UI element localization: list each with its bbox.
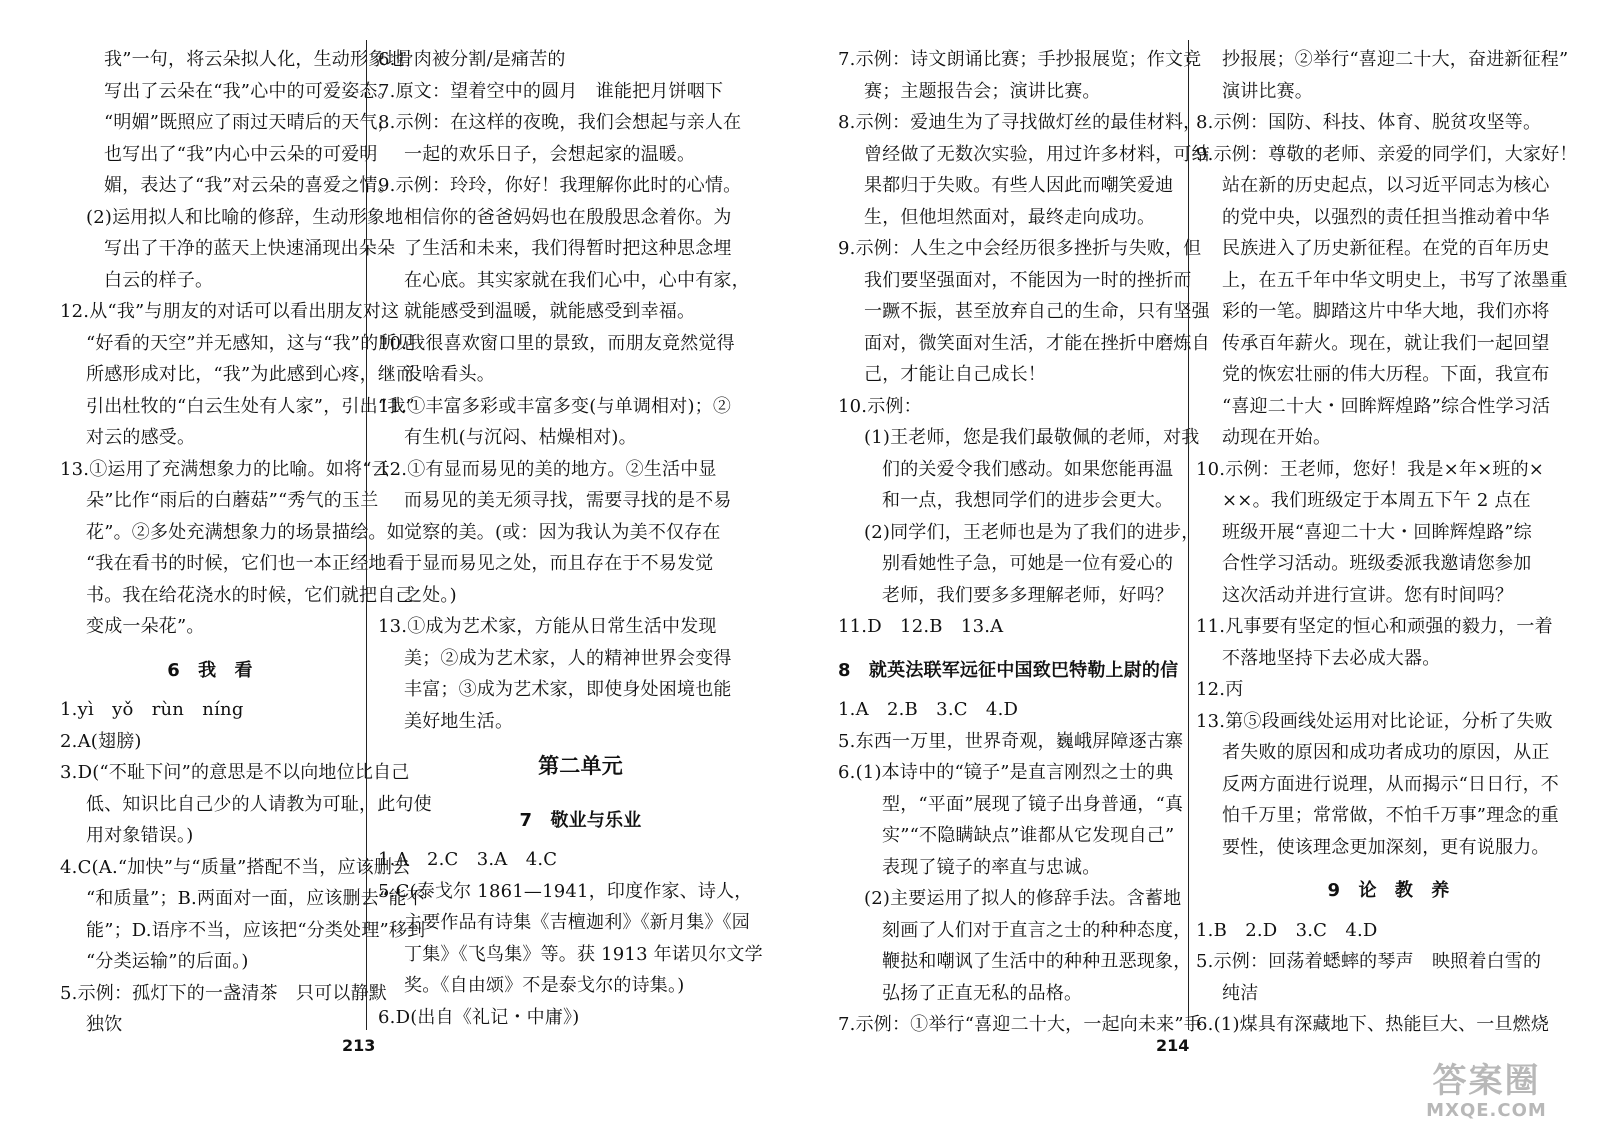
text-line: 动现在开始。 [1222,427,1332,448]
text-line: 朵”比作“雨后的白蘑菇”“秀气的玉兰 [86,490,379,511]
text-line: 赛；主题报告会；演讲比赛。 [864,80,1101,102]
text-line: 7.原文：望着空中的圆月 谁能把月饼咽下 [378,80,724,102]
text-line: 鞭挞和嘲讽了生活中的种种丑恶现象， [882,951,1192,972]
text-line: ××。我们班级定于本周五下午 2 点在 [1222,490,1531,511]
text-line: 1.A 2.B 3.C 4.D [838,699,1019,720]
text-line: 传承百年薪火。现在，就让我们一起回望 [1222,332,1550,354]
text-line: 果都归于失败。有些人因此而嘲笑爱迪 [864,175,1174,196]
text-line: 有生机(与沉闷、枯燥相对)。 [404,427,637,448]
text-line: 和一点，我想同学们的进步会更大。 [882,490,1174,511]
text-line: 班级开展“喜迎二十大・回眸辉煌路”综 [1222,521,1533,543]
text-line: 6.(1)本诗中的“镜子”是直言刚烈之士的典 [838,762,1174,783]
text-line: 者失败的原因和成功者成功的原因，从正 [1222,742,1550,763]
text-line: 我们要坚强面对，不能因为一时的挫折而 [864,269,1192,291]
text-line: 1.A 2.C 3.A 4.C [378,849,558,870]
column-rule-right [1188,40,1189,1030]
text-line: 11.①丰富多彩或丰富多变(与单调相对)；② [378,395,732,417]
text-line: 6.(1)煤具有深藏地下、热能巨大、一旦燃烧 [1196,1014,1550,1035]
text-line: 13.①运用了充满想象力的比喻。如将“云 [60,458,390,480]
text-line: 3.D(“不耻下问”的意思是不以向地位比自己 [60,762,410,783]
text-line: 演讲比赛。 [1222,80,1313,102]
text-line: 用对象错误。) [86,825,194,846]
text-line: 10.示例：王老师，您好！我是×年×班的× [1196,458,1545,480]
text-line: 就能感受到温暖，就能感受到幸福。 [404,301,696,322]
text-line: 己，才能让自己成长！ [864,364,1046,385]
text-line: 生，但他坦然面对，最终走向成功。 [864,206,1156,228]
text-line: (1)王老师，您是我们最敬佩的老师，对我 [864,427,1200,448]
text-line: 写出了干净的蓝天上快速涌现出朵朵 [104,238,396,259]
column-3 [838,44,1210,1041]
watermark-url: MXQE.COM [1426,1100,1547,1121]
text-line: 白云的样子。 [104,269,214,291]
text-line: 8.示例：在这样的夜晚，我们会想起与亲人在 [378,112,742,133]
text-line: “喜迎二十大・回眸辉煌路”综合性学习活 [1222,395,1551,417]
text-line: 于显而易见之处，而且存在于不易发觉 [404,553,714,574]
text-line: 彩的一笔。脚踏这片中华大地，我们亦将 [1222,301,1550,322]
text-line: “我在看书的时候，它们也一本正经地看 [86,553,405,574]
text-line: 在心底。其实家就在我们心中，心中有家， [404,269,750,291]
text-line: 老师，我们要多多理解老师，好吗？ [882,584,1174,606]
column-4 [1196,44,1581,1041]
text-line: 曾经做了无数次实验，用过许多材料，可结 [864,143,1210,165]
text-line: 对云的感受。 [86,427,196,448]
section-heading: 8 就英法联军远征中国致巴特勒上尉的信 [838,659,1179,681]
text-line: 引出杜牧的“白云生处有人家”，引出“我” [86,395,415,417]
text-line: 8.示例：国防、科技、体育、脱贫攻坚等。 [1196,112,1542,133]
text-line: 6.骨肉被分割/是痛苦的 [378,49,566,70]
page-number-right: 214 [1156,1036,1190,1055]
text-line: 没啥看头。 [404,364,495,385]
text-line: 也写出了“我”内心中云朵的可爱明 [104,143,378,165]
text-line: 党的恢宏壮丽的伟大历程。下面，我宣布 [1222,364,1550,385]
text-line: 抄报展；②举行“喜迎二十大，奋进新征程” [1222,49,1569,70]
text-line: 12.①有显而易见的美的地方。②生活中显 [378,458,717,480]
text-line: 美；②成为艺术家，人的精神世界会变得 [404,647,732,669]
text-line: 型，“平面”展现了镜子出身普通，“真 [882,793,1184,815]
text-line: 变成一朵花”。 [86,616,205,637]
text-line: 面对，微笑面对生活，才能在挫折中磨炼自 [864,332,1210,354]
text-line: 了生活和未来，我们得暂时把这种思念埋 [404,238,732,259]
text-line: 之处。) [404,584,457,606]
text-line: 的党中央，以强烈的责任担当推动着中华 [1222,206,1550,228]
text-line: 民族进入了历史新征程。在党的百年历史 [1222,238,1550,259]
text-line: (2)主要运用了拟人的修辞手法。含蓄地 [864,888,1182,909]
text-line: 媚，表达了“我”对云朵的喜爱之情。 [104,175,396,196]
text-line: “明媚”既照应了雨过天晴后的天气， [104,112,396,133]
column-rule-left [366,40,367,1030]
text-line: 8.示例：爱迪生为了寻找做灯丝的最佳材料， [838,112,1202,133]
section-heading: 9 论 教 养 [1327,880,1450,901]
text-line: 合性学习活动。班级委派我邀请您参加 [1222,553,1532,574]
text-line: 13.①成为艺术家，方能从日常生活中发现 [378,616,717,637]
text-line: (2)运用拟人和比喻的修辞，生动形象地 [86,206,404,228]
text-line: 2.A(翅膀) [60,730,142,752]
watermark-logo [1384,1062,1589,1124]
text-line: 12.从“我”与朋友的对话可以看出朋友对这 [60,301,400,322]
text-line: 反两方面进行说理，从而揭示“日日行，不 [1222,773,1560,795]
page-number-left: 213 [342,1036,376,1055]
text-line: 5.示例：孤灯下的一盏清茶 只可以静默 [60,982,387,1004]
text-line: 花”。②多处充满想象力的场景描绘。如 [86,521,405,543]
text-line: 上，在五千年中华文明史上，书写了浓墨重 [1222,269,1568,291]
text-line: 表现了镜子的率直与忠诚。 [882,856,1101,878]
text-line: 7.示例：诗文朗诵比赛；手抄报展览；作文竞 [838,49,1202,70]
text-line: 丁集》《飞鸟集》等。获 1913 年诺贝尔文学 [404,943,763,965]
text-line: 主要作品有诗集《吉檀迦利》《新月集》《园 [404,912,750,933]
text-line: 不落地坚持下去必成大器。 [1222,647,1441,669]
text-line: 而易见的美无须寻找，需要寻找的是不易 [404,490,732,511]
text-line: 10.我很喜欢窗口里的景致，而朋友竟然觉得 [378,332,735,354]
text-line: 13.第⑤段画线处运用对比论证，分析了失败 [1196,710,1553,732]
text-line: “分类运输”的后面。) [86,951,249,972]
text-line: 低、知识比自己少的人请教为可耻，此句使 [86,793,432,815]
text-line: 实”“不隐瞒缺点”谁都从它发现自己” [882,825,1175,846]
text-line: 写出了云朵在“我”心中的可爱姿态。 [104,80,396,102]
text-line: 9.示例：玲玲，你好！我理解你此时的心情。 [378,175,742,196]
text-line: (2)同学们，王老师也是为了我们的进步， [864,521,1200,543]
section-heading: 第二单元 [538,754,623,778]
text-line: 相信你的爸爸妈妈也在殷殷思念着你。为 [404,206,732,228]
text-line: 11.D 12.B 13.A [838,616,1004,637]
text-line: 弘扬了正直无私的品格。 [882,982,1083,1004]
column-2 [378,44,783,1033]
text-line: 刻画了人们对于直言之士的种种态度， [882,919,1192,941]
text-line: 要性，使该理念更加深刻，更有说服力。 [1222,836,1550,858]
text-line: 5.示例：回荡着蟋蟀的琴声 映照着白雪的 [1196,951,1542,972]
text-line: 我”一句，将云朵拟人化，生动形象地 [104,49,405,70]
text-line: “和质量”；B.两面对一面，应该删去“能不 [86,888,425,909]
text-line: 6.D(出自《礼记・中庸》) [378,1006,580,1028]
text-line: 9.示例：尊敬的老师、亲爱的同学们，大家好！ [1196,143,1578,165]
text-line: 怕千万里；常常做，不怕千万事”理念的重 [1222,805,1560,826]
section-heading: 7 敬业与乐业 [519,809,642,831]
text-line: 觉察的美。(或：因为我认为美不仅存在 [404,521,721,543]
text-line: 5.C(泰戈尔 1861—1941，印度作家、诗人， [378,880,753,902]
text-line: 10.示例： [838,395,922,417]
text-line: 纯洁 [1222,982,1259,1004]
text-line: 1.yì yǒ rùn níng [60,699,244,720]
text-line: 5.东西一万里，世界奇观，巍峨屏障逐古寨 [838,730,1184,752]
text-line: “好看的天空”并无感知，这与“我”的所见 [86,332,415,354]
text-line: 4.C(A.“加快”与“质量”搭配不当，应该删去 [60,856,411,878]
text-line: 一起的欢乐日子，会想起家的温暖。 [404,143,696,165]
text-line: 11.凡事要有坚定的恒心和顽强的毅力，一着 [1196,616,1553,637]
text-line: 12.丙 [1196,679,1244,700]
section-heading: 6 我 看 [167,659,253,681]
text-line: 9.示例：人生之中会经历很多挫折与失败，但 [838,238,1202,259]
text-line: 奖。《自由颂》不是泰戈尔的诗集。) [404,975,685,996]
text-line: 独饮 [86,1014,123,1035]
text-line: 书。我在给花浇水的时候，它们就把自己 [86,584,414,606]
text-line: 这次活动并进行宣讲。您有时间吗？ [1222,584,1514,606]
watermark-title: 答案圈 [1432,1061,1541,1101]
text-line: 一蹶不振，甚至放弃自己的生命，只有坚强 [864,301,1210,322]
text-line: 别看她性子急，可她是一位有爱心的 [882,553,1174,574]
text-line: 1.B 2.D 3.C 4.D [1196,919,1378,941]
text-line: 所感形成对比，“我”为此感到心疼，继而 [86,364,415,385]
text-line: 能”；D.语序不当，应该把“分类处理”移到 [86,919,426,941]
text-line: 美好地生活。 [404,710,514,732]
text-line: 7.示例：①举行“喜迎二十大，一起向未来”手 [838,1014,1202,1035]
text-line: 站在新的历史起点，以习近平同志为核心 [1222,175,1550,196]
text-line: 丰富；③成为艺术家，即使身处困境也能 [404,679,732,700]
text-line: 们的关爱令我们感动。如果您能再温 [882,458,1174,480]
